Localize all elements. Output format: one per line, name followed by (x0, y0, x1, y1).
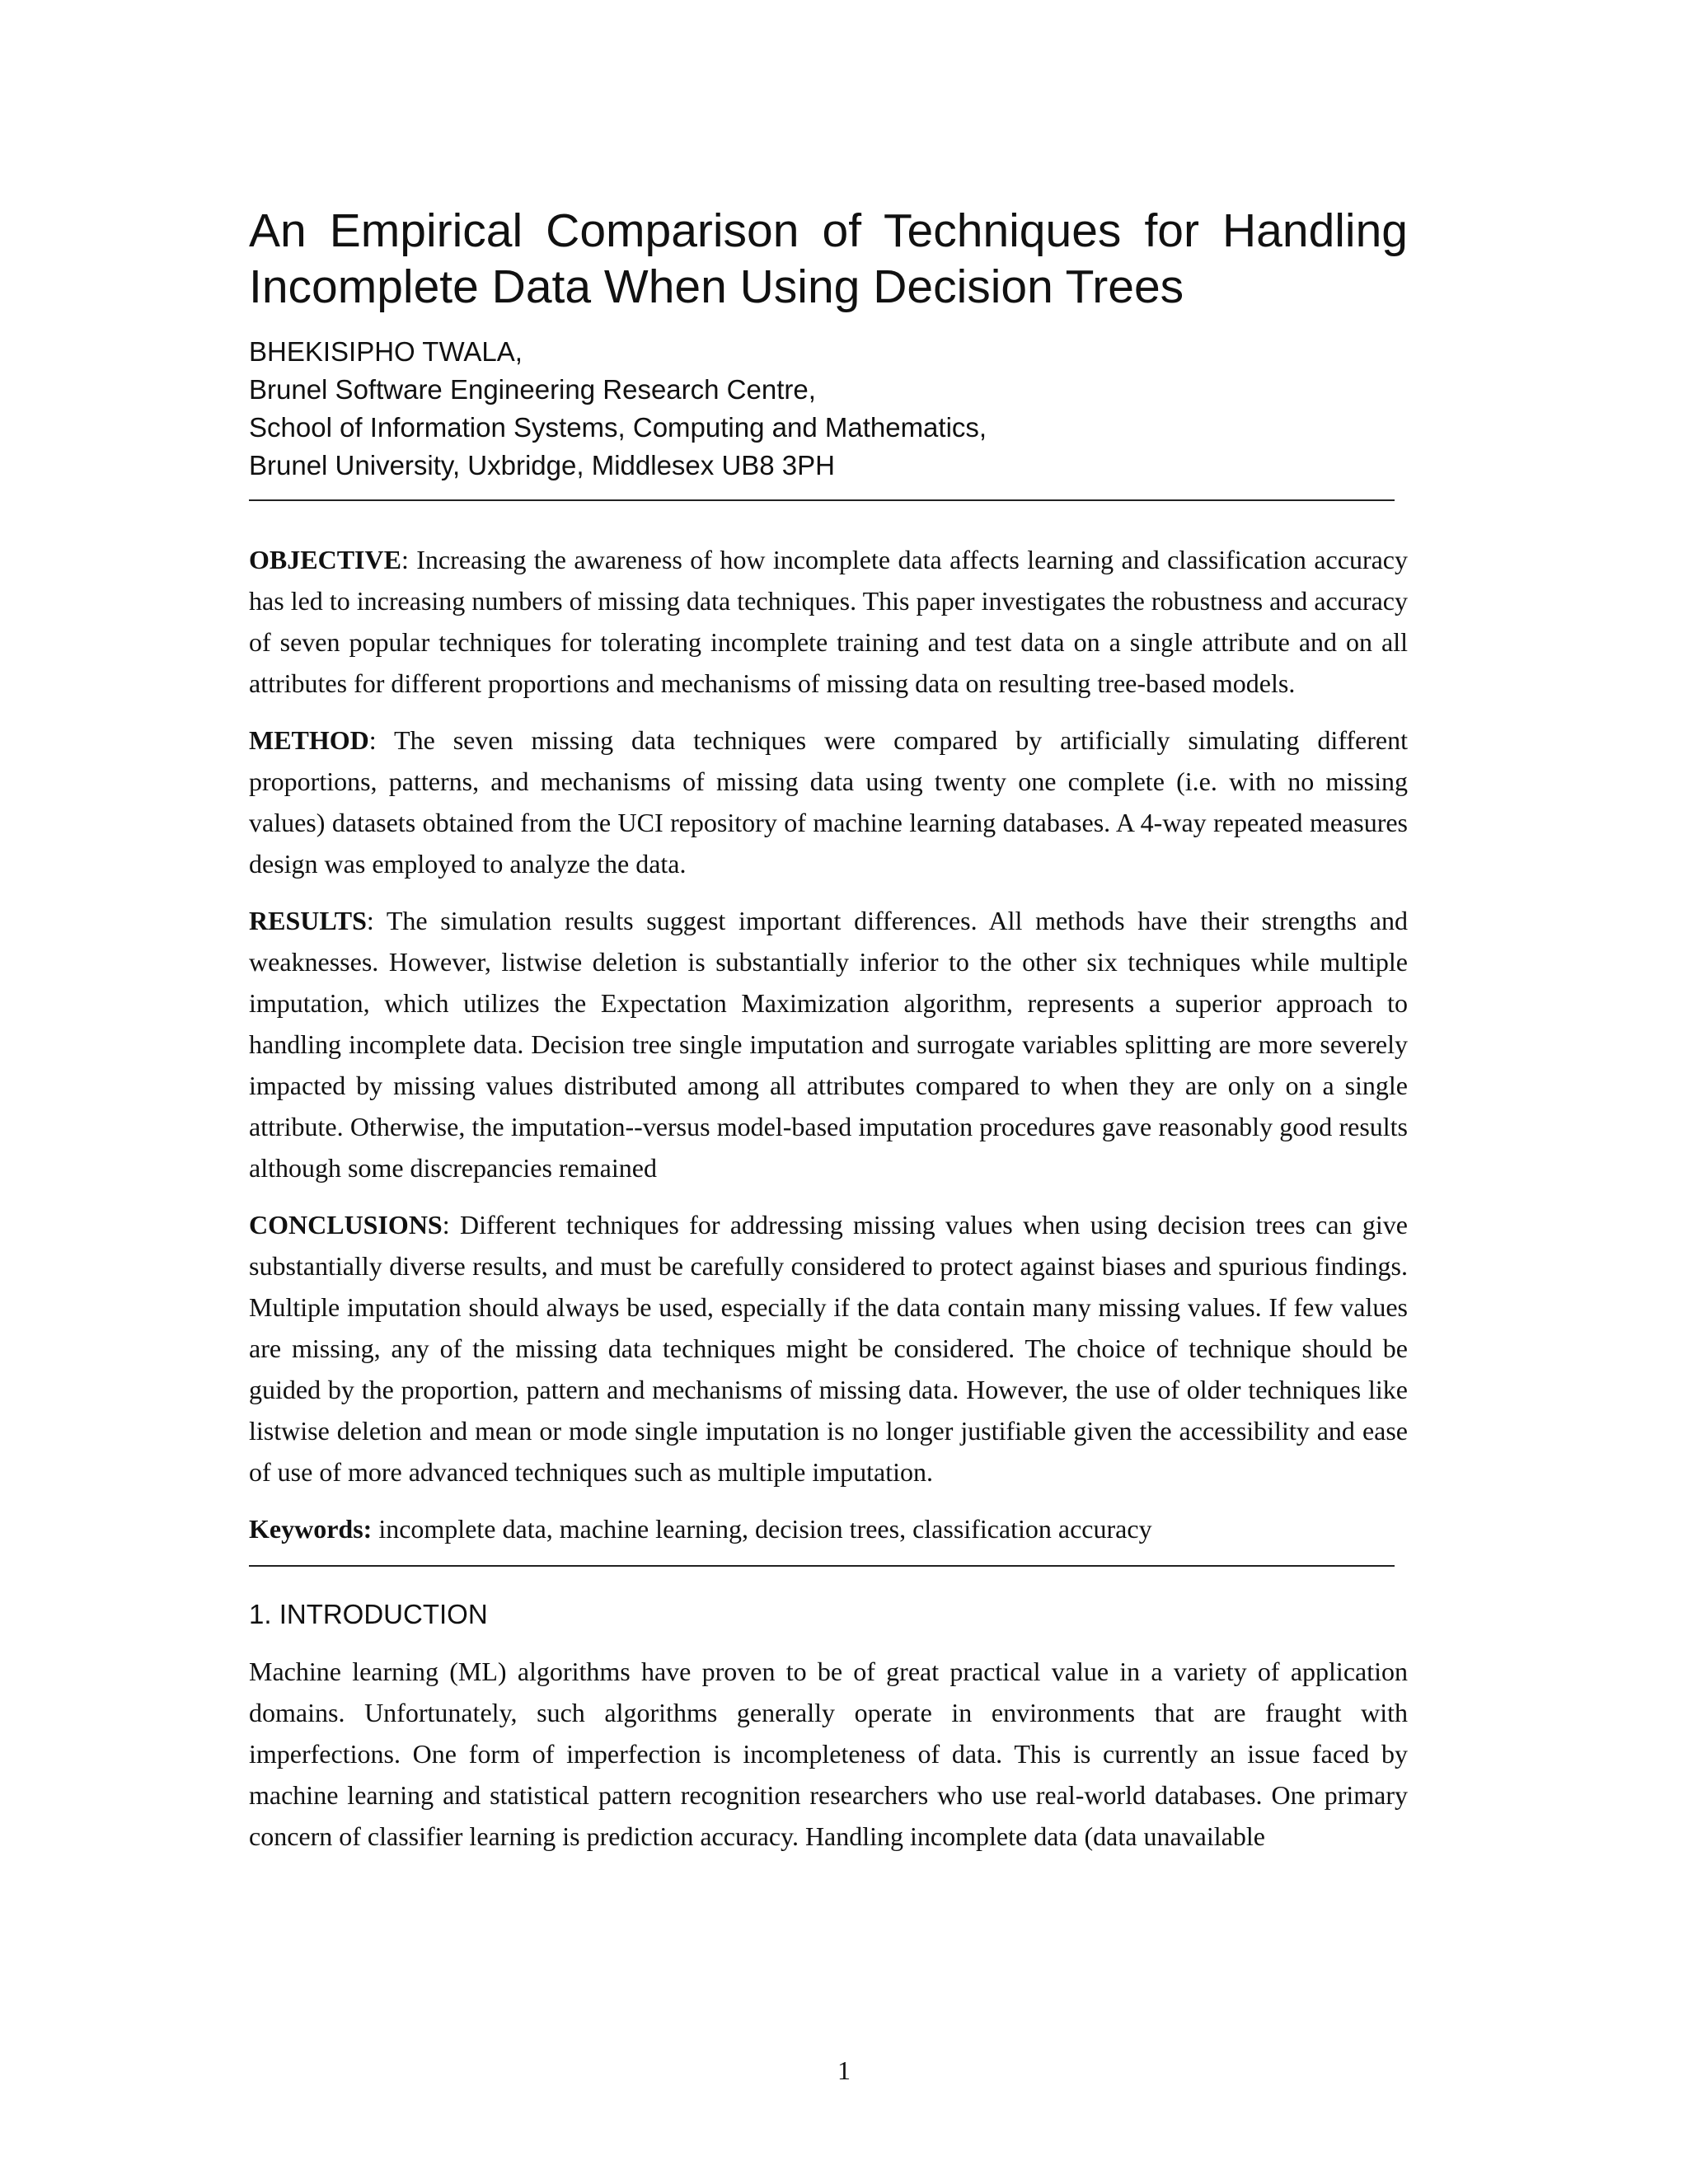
objective-label: OBJECTIVE (249, 545, 401, 574)
abstract (249, 539, 1408, 1549)
introduction-text: Machine learning (ML) algorithms have proven to be of great practical value in a variety of application domains. Unfortunately, such algorithms generally operate in environments that are fraught with imperfections. One form of imperfection is incompleteness of data. This is currently an issue faced by machine learning and statistical pattern recognition researchers who use real-world databases. One primary concern of classifier learning is prediction accuracy. Handling incomplete data (data unavailable (249, 1657, 1408, 1851)
results-text: : The simulation results suggest important differences. All methods have their strengths and weaknesses. However, listwise deletion is substantially inferior to the other six techniques while multiple imputation, which utilizes the Expectation Maximization algorithm, represents a superior approach to handling incomplete data. Decision tree single imputation and surrogate variables splitting are more severely impacted by missing values distributed among all attributes compared to when they are only on a single attribute. Otherwise, the imputation--versus model-based imputation procedures gave reasonably good results although some discrepancies remained (249, 906, 1408, 1183)
paper-title: An Empirical Comparison of Techniques for Handling Incomplete Data When Using Decision Trees (249, 204, 1408, 313)
author-affiliation-2: School of Information Systems, Computing and Mathematics, (249, 412, 987, 443)
author-name: BHEKISIPHO TWALA, (249, 336, 523, 367)
method-label: METHOD (249, 725, 369, 755)
author-affiliation-1: Brunel Software Engineering Research Centre, (249, 374, 816, 405)
keywords-text: incomplete data, machine learning, decision trees, classification accuracy (372, 1514, 1152, 1544)
conclusions-text: : Different techniques for addressing missing values when using decision trees can give substantially diverse results, and must be carefully considered to protect against biases and spurious findings. Multiple imputation should always be used, especially if the data contain many missing values. If few values are missing, any of the missing data techniques might be considered. The choice of technique should be guided by the proportion, pattern and mechanisms of missing data. However, the use of older techniques like listwise deletion and mean or mode single imputation is no longer justifiable given the accessibility and ease of use of more advanced techniques such as multiple imputation. (249, 1210, 1408, 1487)
author-affiliation-3: Brunel University, Uxbridge, Middlesex UB8 3PH (249, 450, 835, 480)
results-label: RESULTS (249, 906, 367, 935)
page-number: 1 (837, 2055, 851, 2085)
paper-page (249, 203, 1408, 1857)
bottom-divider (249, 1565, 1395, 1567)
conclusions-label: CONCLUSIONS (249, 1210, 443, 1240)
introduction-heading: 1. INTRODUCTION (249, 1599, 488, 1629)
top-divider (249, 499, 1395, 501)
keywords (249, 1508, 1408, 1549)
author-block (249, 333, 1408, 485)
abstract-conclusions (249, 1204, 1408, 1493)
abstract-results (249, 900, 1408, 1188)
abstract-objective (249, 539, 1408, 704)
objective-text: : Increasing the awareness of how incomplete data affects learning and classification accuracy has led to increasing numbers of missing data techniques. This paper investigates the robustness and accuracy of seven popular techniques for tolerating incomplete training and test data on a single attribute and on all attributes for different proportions and mechanisms of missing data on resulting tree-based models. (249, 545, 1408, 698)
method-text: : The seven missing data techniques were compared by artificially simulating different proportions, patterns, and mechanisms of missing data using twenty one complete (i.e. with no missing values) datasets obtained from the UCI repository of machine learning databases. A 4-way repeated measures design was employed to analyze the data. (249, 725, 1408, 879)
abstract-method (249, 719, 1408, 884)
keywords-label: Keywords: (249, 1514, 373, 1544)
